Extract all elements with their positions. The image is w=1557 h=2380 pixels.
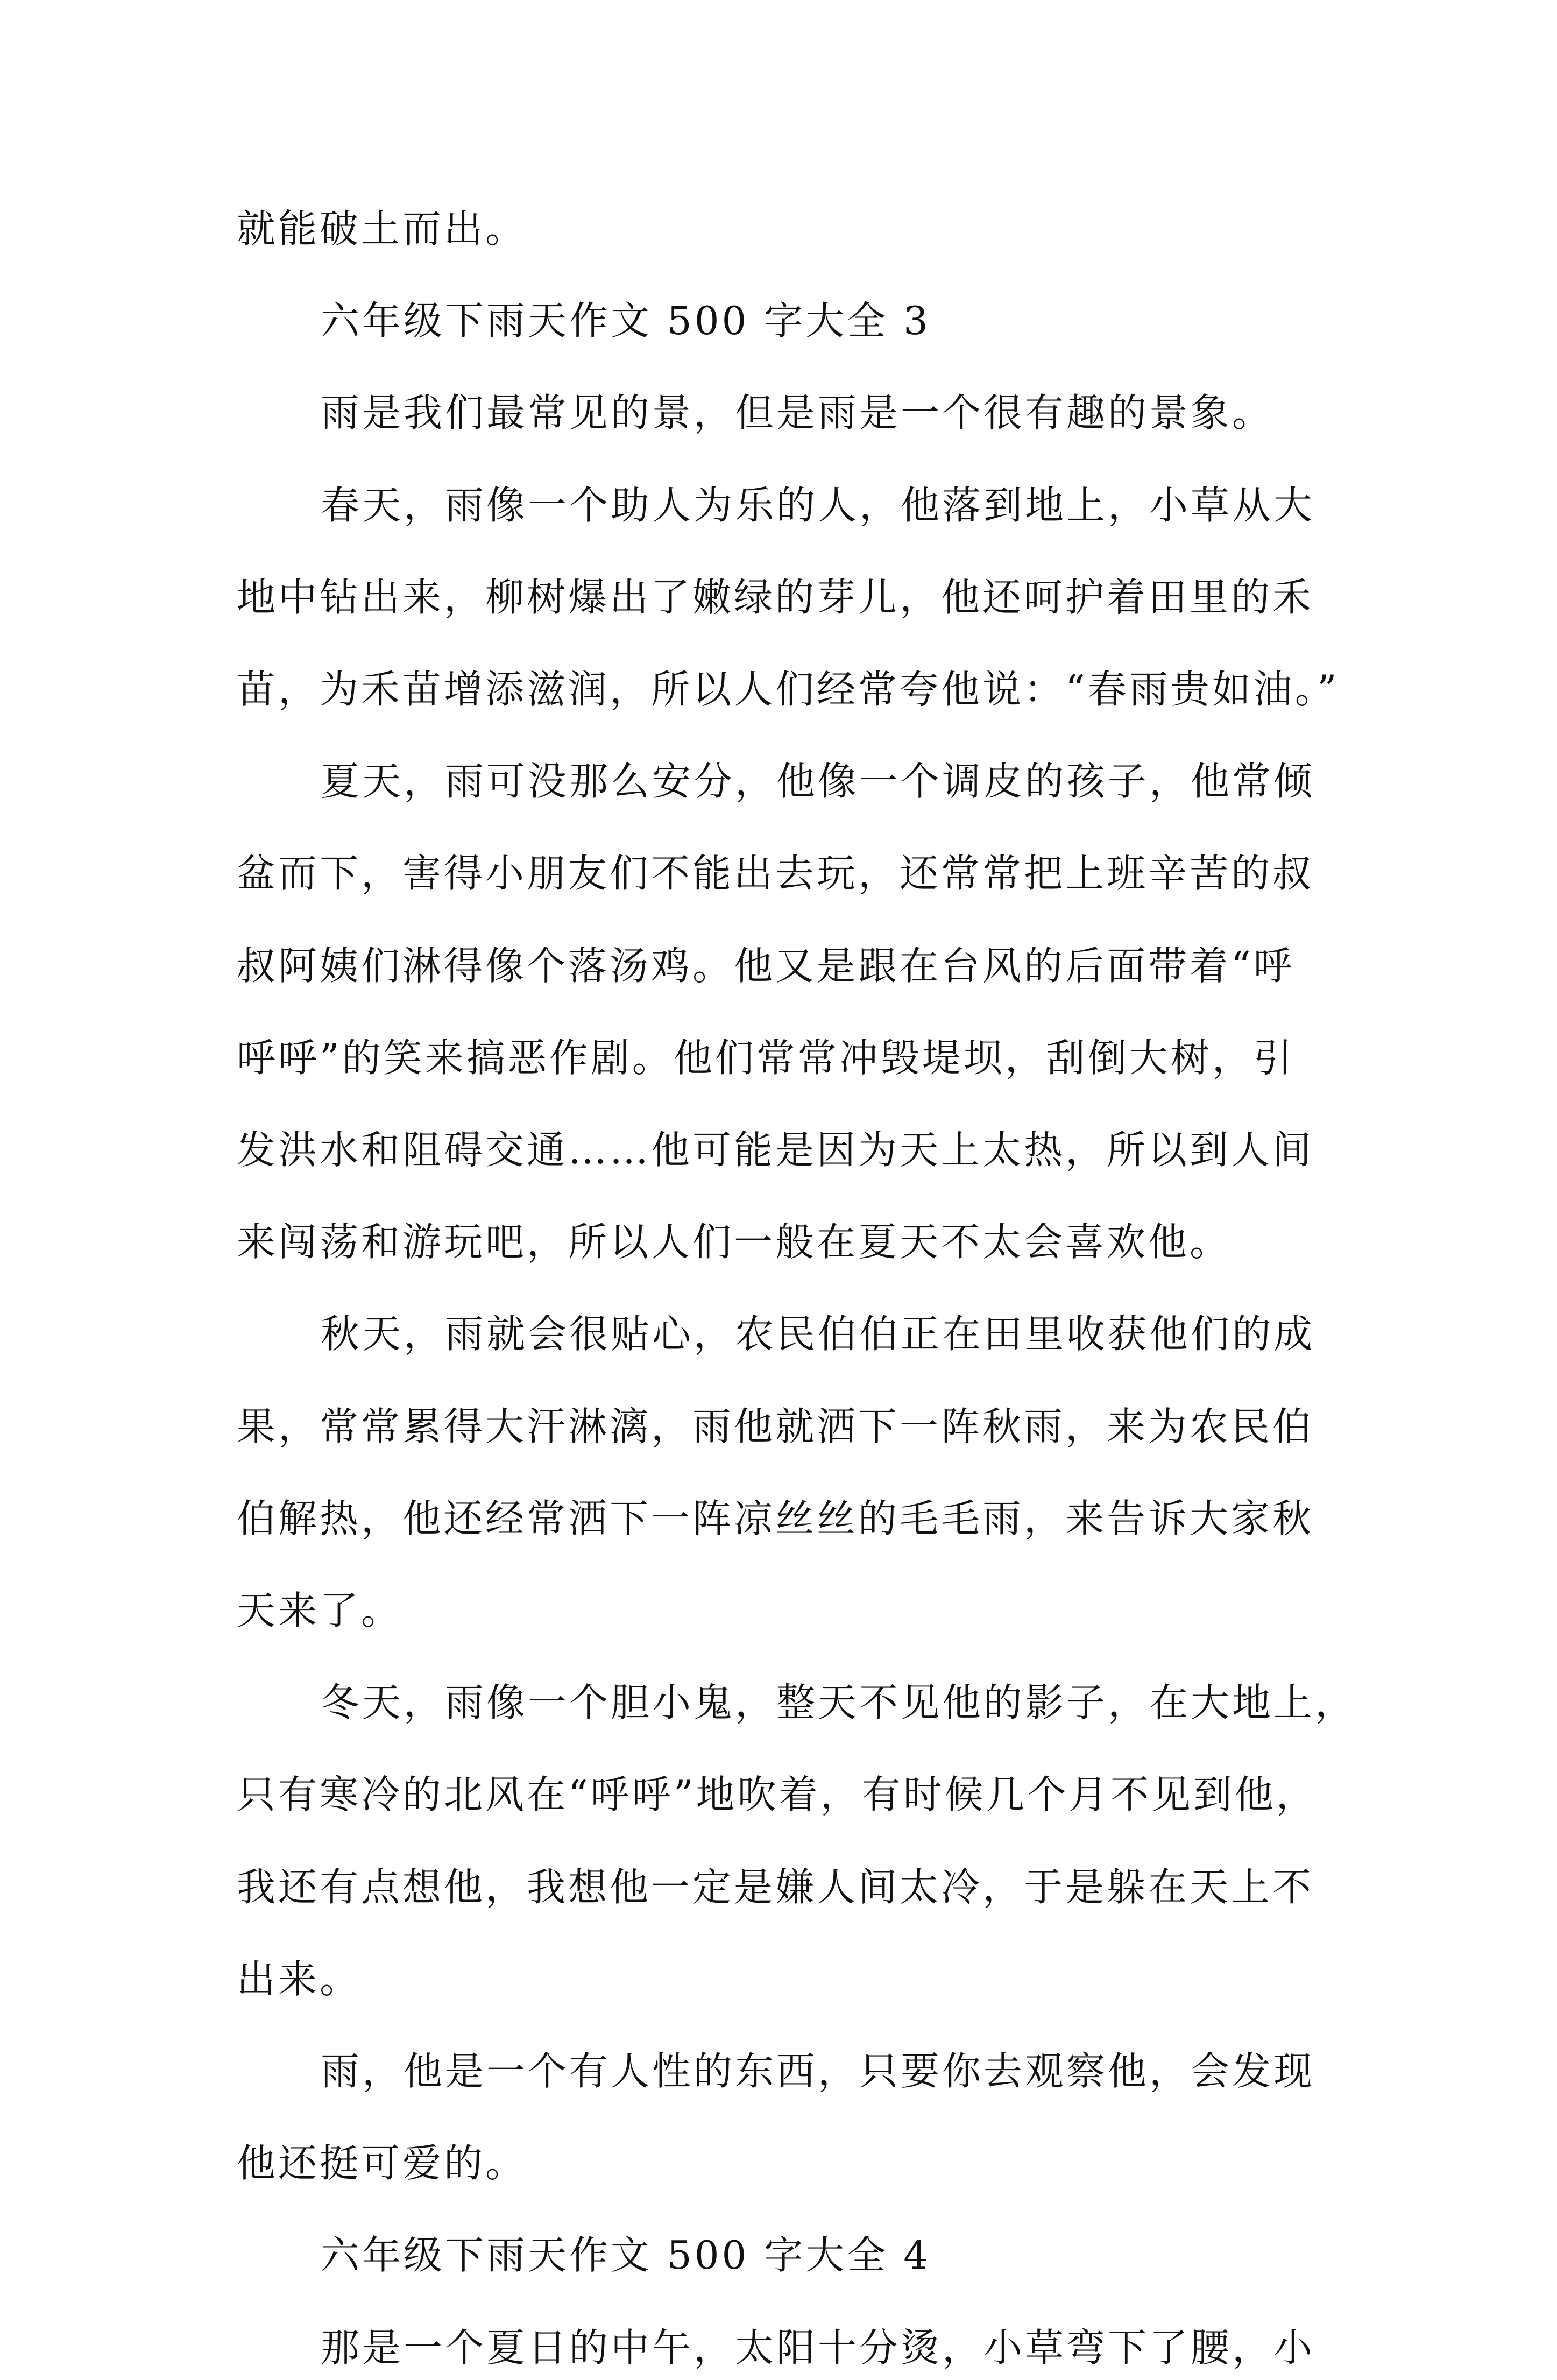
text-line-9: 叔阿姨们淋得像个落汤鸡。他又是跟在台风的后面带着“呼	[237, 943, 1295, 988]
text-line-6: 苗，为禾苗增添滋润，所以人们经常夸他说：“春雨贵如油。”	[237, 667, 1340, 712]
text-line-16: 天来了。	[237, 1588, 403, 1633]
text-line-10: 呼呼”的笑来搞恶作剧。他们常常冲毁堤坝，刮倒大树，引	[237, 1035, 1295, 1080]
text-line-14: 果，常常累得大汗淋漓，雨他就洒下一阵秋雨，来为农民伯	[237, 1404, 1314, 1449]
text-line-22: 他还挺可爱的。	[237, 2141, 527, 2186]
text-line-15: 伯解热，他还经常洒下一阵凉丝丝的毛毛雨，来告诉大家秋	[237, 1496, 1314, 1541]
text-line-12: 来闯荡和游玩吧，所以人们一般在夏天不太会喜欢他。	[237, 1219, 1232, 1265]
section-heading-3: 六年级下雨天作文 500 字大全 3	[321, 298, 931, 343]
text-line-18: 只有寒冷的北风在“呼呼”地吹着，有时候几个月不见到他，	[237, 1772, 1318, 1817]
text-line-1: 就能破土而出。	[237, 206, 527, 251]
section-heading-4: 六年级下雨天作文 500 字大全 4	[321, 2233, 931, 2278]
text-line-8: 盆而下，害得小朋友们不能出去玩，还常常把上班辛苦的叔	[237, 851, 1314, 896]
text-line-21: 雨，他是一个有人性的东西，只要你去观察他，会发现	[321, 2049, 1315, 2094]
text-line-11: 发洪水和阻碍交通……他可能是因为天上太热，所以到人间	[237, 1127, 1314, 1173]
text-line-24: 那是一个夏日的中午，太阳十分烫，小草弯下了腰，小	[321, 2325, 1315, 2370]
text-line-4: 春天，雨像一个助人为乐的人，他落到地上，小草从大	[321, 483, 1315, 528]
text-line-13: 秋天，雨就会很贴心，农民伯伯正在田里收获他们的成	[321, 1311, 1315, 1357]
text-line-5: 地中钻出来，柳树爆出了嫩绿的芽儿，他还呵护着田里的禾	[237, 575, 1314, 620]
text-line-19: 我还有点想他，我想他一定是嫌人间太冷，于是躲在天上不	[237, 1865, 1314, 1910]
text-line-3: 雨是我们最常见的景，但是雨是一个很有趣的景象。	[321, 390, 1274, 435]
text-line-20: 出来。	[237, 1957, 362, 2002]
text-line-7: 夏天，雨可没那么安分，他像一个调皮的孩子，他常倾	[321, 759, 1315, 804]
text-line-17: 冬天，雨像一个胆小鬼，整天不见他的影子，在大地上，	[321, 1680, 1357, 1725]
